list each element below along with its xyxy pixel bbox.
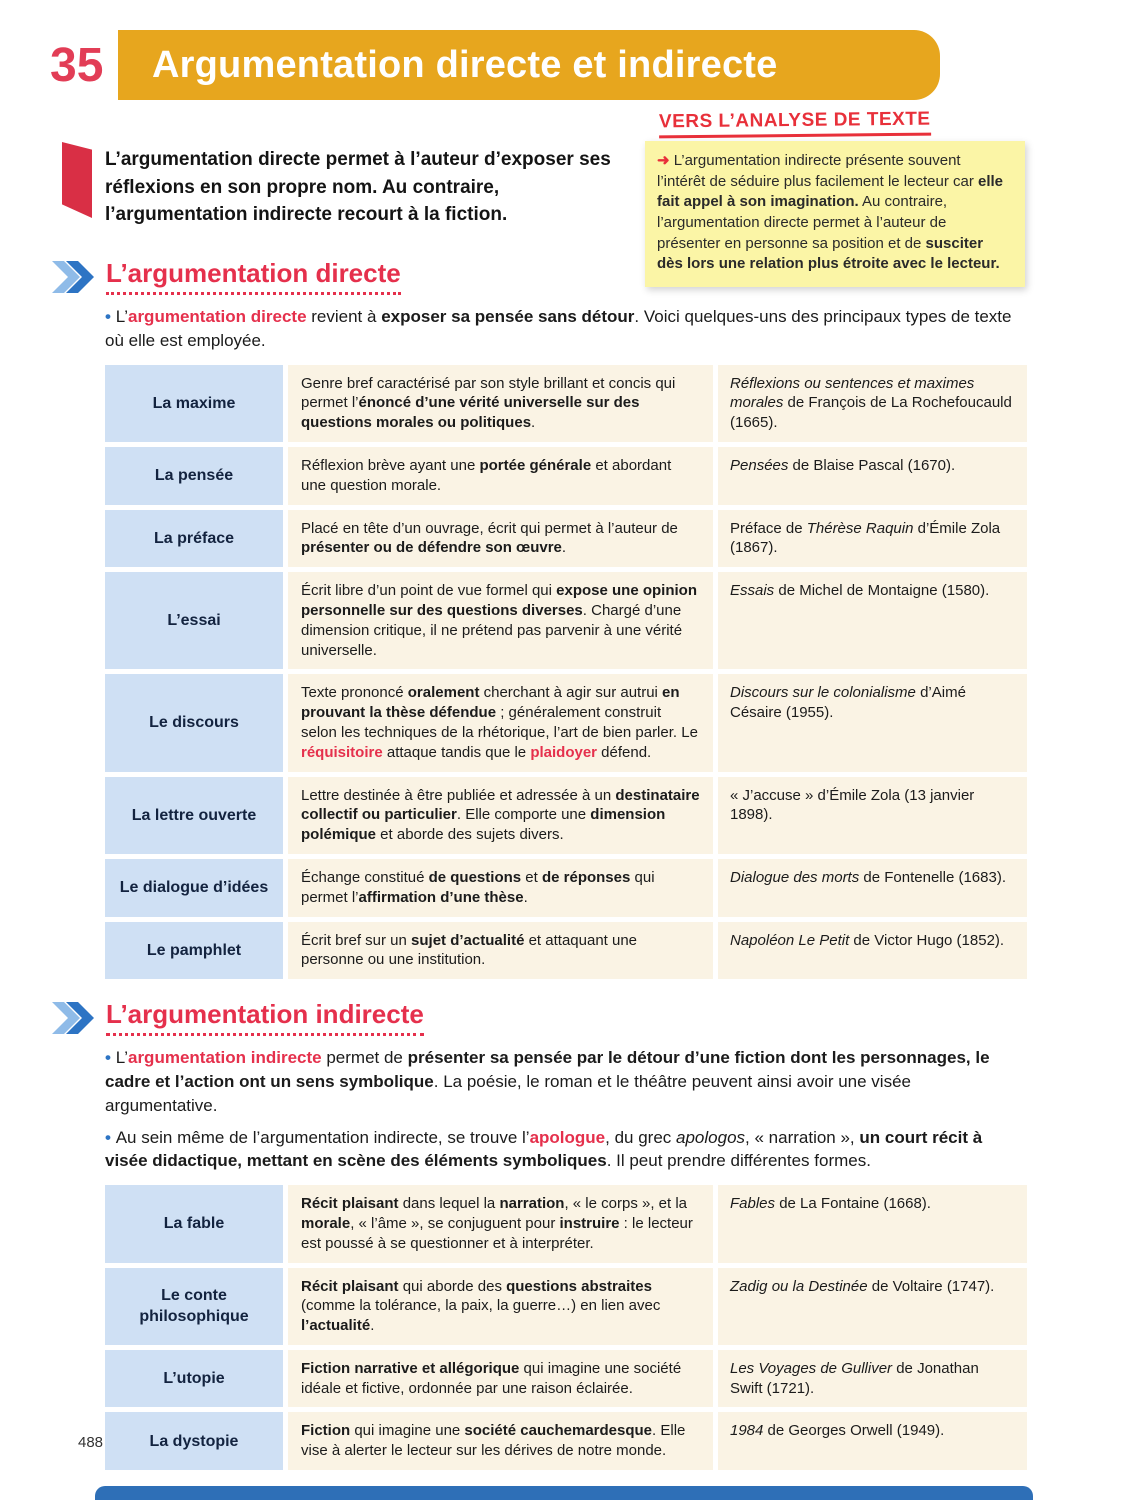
row-description: Récit plaisant qui aborde des questions abstraites (comme la tolérance, la paix, la guerre…) en lien avec l’actualité.	[288, 1268, 713, 1345]
page-number: 488	[78, 1434, 104, 1451]
table-row	[105, 674, 1027, 771]
table-row	[105, 510, 1027, 568]
row-example: 1984 de Georges Orwell (1949).	[718, 1412, 1027, 1470]
row-description: Placé en tête d’un ouvrage, écrit qui permet à l’auteur de présenter ou de défendre son œuvre.	[288, 510, 713, 568]
row-example: Réflexions ou sentences et maximes morales de François de La Rochefoucauld (1665).	[718, 365, 1027, 442]
indirect-table	[105, 1185, 1027, 1470]
row-example: Essais de Michel de Montaigne (1580).	[718, 572, 1027, 669]
double-chevron-icon	[52, 261, 98, 293]
row-description: Réflexion brève ayant une portée générale et abordant une question morale.	[288, 447, 713, 505]
row-label: Le conte philosophique	[105, 1268, 283, 1345]
row-label: La lettre ouverte	[105, 777, 283, 854]
section-indirect-header	[52, 999, 1028, 1036]
section-indirect-bullet-1: • L’argumentation indirecte permet de présenter sa pensée par le détour d’une fiction dont les personnages, le cadre et l’action ont un sens symbolique. La poésie, le roman et le théâtre peuvent ainsi avoir une visée argumentative.	[105, 1046, 1028, 1117]
double-chevron-icon	[52, 1002, 98, 1034]
direct-table	[105, 365, 1027, 980]
row-example: Préface de Thérèse Raquin d’Émile Zola (1867).	[718, 510, 1027, 568]
section-indirect-title: L’argumentation indirecte	[106, 999, 424, 1036]
row-example: Les Voyages de Gulliver de Jonathan Swift (1721).	[718, 1350, 1027, 1408]
row-example: Discours sur le colonialisme d’Aimé Césaire (1955).	[718, 674, 1027, 771]
row-example: Fables de La Fontaine (1668).	[718, 1185, 1027, 1262]
table-row	[105, 922, 1027, 980]
row-example: Zadig ou la Destinée de Voltaire (1747).	[718, 1268, 1027, 1345]
table-row	[105, 365, 1027, 442]
analysis-note-title: VERS L’ANALYSE DE TEXTE	[659, 109, 931, 139]
row-example: Pensées de Blaise Pascal (1670).	[718, 447, 1027, 505]
row-label: La pensée	[105, 447, 283, 505]
main-content	[52, 258, 1028, 1490]
bookmark-icon	[62, 142, 92, 218]
table-row	[105, 1268, 1027, 1345]
title-band	[118, 30, 940, 100]
table-row	[105, 1350, 1027, 1408]
table-row	[105, 859, 1027, 917]
row-label: Le pamphlet	[105, 922, 283, 980]
row-label: L’utopie	[105, 1350, 283, 1408]
table-row	[105, 572, 1027, 669]
table-row	[105, 1412, 1027, 1470]
row-label: Le discours	[105, 674, 283, 771]
row-label: La maxime	[105, 365, 283, 442]
page-title: Argumentation directe et indirecte	[152, 43, 778, 86]
row-description: Fiction narrative et allégorique qui imagine une société idéale et fictive, ordonnée par une raison éclairée.	[288, 1350, 713, 1408]
row-description: Écrit bref sur un sujet d’actualité et attaquant une personne ou une institution.	[288, 922, 713, 980]
row-label: Le dialogue d’idées	[105, 859, 283, 917]
row-description: Lettre destinée à être publiée et adressée à un destinataire collectif ou particulier. Elle comporte une dimension polémique et aborde des sujets divers.	[288, 777, 713, 854]
row-label: L’essai	[105, 572, 283, 669]
row-label: La fable	[105, 1185, 283, 1262]
analysis-note-body: ➜ L’argumentation indirecte présente souvent l’intérêt de séduire plus facilement le lecteur car elle fait appel à son imagination. Au contraire, l’argumentation directe permet à l’auteur de présenter en personne sa position et de susciter dès lors une relation plus étroite avec le lecteur.	[645, 141, 1025, 287]
row-example: « J’accuse » d’Émile Zola (13 janvier 1898).	[718, 777, 1027, 854]
row-description: Écrit libre d’un point de vue formel qui expose une opinion personnelle sur des questions diverses. Chargé d’une dimension critique, il ne prétend pas parvenir à une vérité universelle.	[288, 572, 713, 669]
table-row	[105, 447, 1027, 505]
chapter-number: 35	[50, 39, 104, 92]
section-direct-header	[52, 258, 1028, 295]
chapter-intro: L’argumentation directe permet à l’auteur d’exposer ses réflexions en son propre nom. Au contraire, l’argumentation indirecte recourt à la fiction.	[105, 149, 611, 226]
row-label: La dystopie	[105, 1412, 283, 1470]
row-description: Fiction qui imagine une société cauchemardesque. Elle vise à alerter le lecteur sur les dérives de notre monde.	[288, 1412, 713, 1470]
footer-bar	[95, 1486, 1033, 1500]
row-description: Genre bref caractérisé par son style brillant et concis qui permet l’énoncé d’une vérité universelle sur des questions morales ou politiques.	[288, 365, 713, 442]
section-direct-intro: • L’argumentation directe revient à exposer sa pensée sans détour. Voici quelques-uns des principaux types de texte où elle est employée.	[105, 305, 1028, 353]
row-description: Texte prononcé oralement cherchant à agir sur autrui en prouvant la thèse défendue ; généralement construit selon les techniques de la rhétorique, l’art de bien parler. Le réquisitoire attaque tandis que le plaidoyer défend.	[288, 674, 713, 771]
row-description: Récit plaisant dans lequel la narration, « le corps », et la morale, « l’âme », se conjuguent pour instruire : le lecteur est poussé à se questionner et à interpréter.	[288, 1185, 713, 1262]
row-example: Napoléon Le Petit de Victor Hugo (1852).	[718, 922, 1027, 980]
row-label: La préface	[105, 510, 283, 568]
section-indirect-bullet-2: • Au sein même de l’argumentation indirecte, se trouve l’apologue, du grec apologos, « narration », un court récit à visée didactique, mettant en scène des éléments symboliques. Il peut prendre différentes formes.	[105, 1126, 1028, 1174]
row-description: Échange constitué de questions et de réponses qui permet l’affirmation d’une thèse.	[288, 859, 713, 917]
section-direct-title: L’argumentation directe	[106, 258, 401, 295]
table-row	[105, 1185, 1027, 1262]
table-row	[105, 777, 1027, 854]
row-example: Dialogue des morts de Fontenelle (1683).	[718, 859, 1027, 917]
